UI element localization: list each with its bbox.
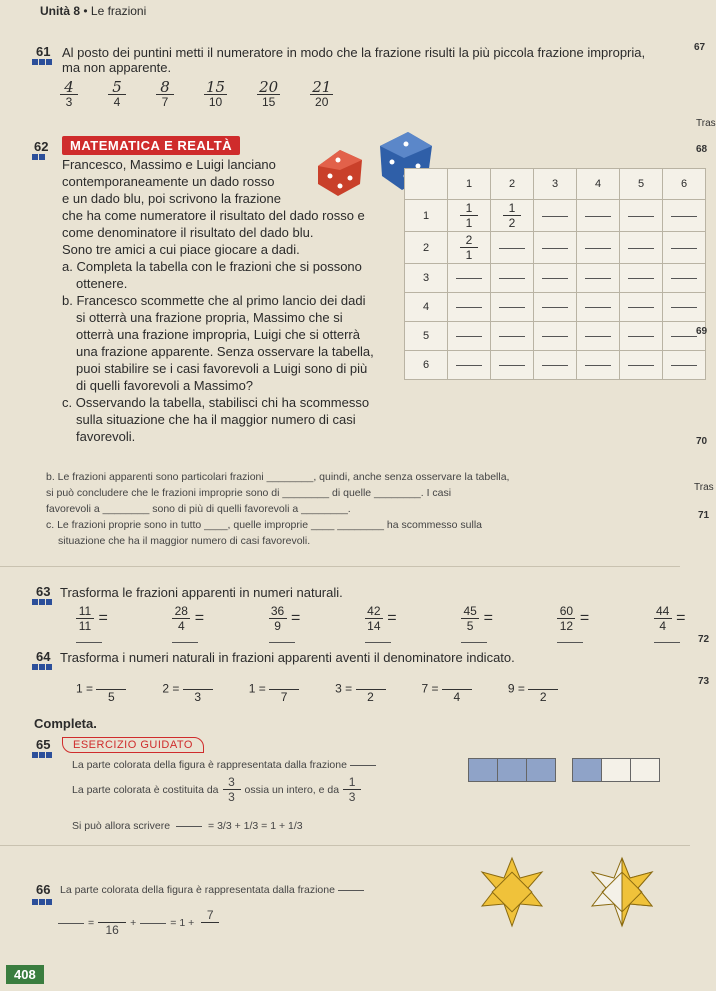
ex63-number: 63 [36, 584, 51, 599]
column-header: 2 [491, 169, 534, 200]
difficulty-marker [32, 153, 46, 160]
table-cell[interactable] [620, 293, 663, 322]
ex64-number: 64 [36, 649, 51, 664]
table-cell[interactable] [491, 322, 534, 351]
difficulty-marker [32, 598, 53, 605]
ex61-fractions [60, 80, 333, 109]
divider [0, 845, 690, 846]
table-cell[interactable] [534, 351, 577, 380]
star-partial [592, 858, 652, 926]
table-cell[interactable] [491, 232, 534, 264]
fraction-item: $\frac{36}{9}$ = [269, 604, 327, 651]
column-header: 5 [620, 169, 663, 200]
page-header: Unità 8 • Le frazioni [40, 4, 147, 18]
row-header: 6 [405, 351, 448, 380]
ex63-text: Trasforma le frazioni apparenti in numeri naturali. [60, 585, 343, 600]
ex62-badge: MATEMATICA E REALTÀ [62, 136, 240, 155]
table-cell[interactable] [577, 293, 620, 322]
ex65-figure-whole [468, 758, 556, 782]
ex62-body: Francesco, Massimo e Luigi lanciano contemporaneamente un dado rosso e un dado blu, poi scrivono la frazione che ha come numeratore il risultato del dado rosso e come denominatore il risultato del dado blu. Sono tre amici a cui piace giocare a dadi. a. Completa la tabella con le frazioni che si possono ottenere. b. Francesco scommette che al primo lancio dei dadi si otterrà una frazione propria, Massimo che si otterrà una frazione impropria, Luigi che si otterrà una frazione apparente. Senza osservare la tabella, puoi stabilire se i casi favorevoli a Luigi sono di più di quelli favorevoli a Massimo? c. Osservando la tabella, stabilisci chi ha scommesso sulla situazione che ha il maggior numero di casi favorevoli. [62, 157, 374, 444]
table-cell[interactable] [577, 232, 620, 264]
natural-item: 1 = 7 [249, 675, 299, 704]
margin-number: 68 [696, 144, 708, 155]
column-header: 1 [448, 169, 491, 200]
difficulty-marker [32, 663, 53, 670]
natural-item: 3 = 2 [335, 675, 385, 704]
unit-label: Unità 8 [40, 4, 81, 18]
fraction: $\frac{8}{7}$ [156, 80, 174, 109]
margin-number: 73 [698, 676, 710, 687]
table-cell[interactable] [491, 293, 534, 322]
row-header: 1 [405, 200, 448, 232]
ex61-number: 61 [36, 44, 51, 59]
ex61-text2: ma non apparente. [62, 60, 172, 75]
table-cell[interactable] [491, 264, 534, 293]
table-row [405, 293, 706, 322]
table-cell[interactable] [663, 200, 706, 232]
fraction: $\frac{15}{10}$ [206, 78, 226, 109]
table-row [405, 264, 706, 293]
difficulty-marker [32, 898, 53, 905]
unit-title: Le frazioni [90, 4, 147, 18]
column-header: 3 [534, 169, 577, 200]
table-cell[interactable] [577, 200, 620, 232]
ex66-stars [472, 852, 668, 932]
ex64-items [76, 675, 558, 704]
table-cell[interactable] [534, 200, 577, 232]
ex65-badge: ESERCIZIO GUIDATO [62, 737, 204, 753]
table-cell[interactable] [534, 322, 577, 351]
fraction-item: $\frac{45}{5}$ = [461, 604, 519, 651]
table-cell[interactable] [577, 322, 620, 351]
table-cell[interactable] [534, 293, 577, 322]
margin-word: Tras [696, 118, 716, 129]
table-row [405, 200, 706, 232]
fraction: $\frac{20}{15}$ [259, 78, 279, 109]
table-row [405, 232, 706, 264]
ex62-number: 62 [34, 139, 49, 154]
table-cell[interactable] [448, 264, 491, 293]
table-cell[interactable] [620, 351, 663, 380]
star-full [482, 858, 542, 926]
ex62-answers: b. Le frazioni apparenti sono particolari frazioni ________, quindi, anche senza osservare la tabella, si può concludere che le frazioni improprie sono di ________ di quelle ________. I casi favorevoli a ________ sono di più di quelli favorevoli a ________. c. Le frazioni proprie sono in tutto ____, quelle improprie ____ ________ ha scommesso sulla situazione che ha il maggior numero di casi favorevoli. [46, 471, 510, 547]
table-cell[interactable] [663, 264, 706, 293]
red-die [318, 150, 362, 196]
column-header: 4 [577, 169, 620, 200]
natural-item: 1 = 5 [76, 675, 126, 704]
table-cell[interactable] [491, 351, 534, 380]
ex65-figure-part [572, 758, 660, 782]
fraction-item: $\frac{60}{12}$ = [557, 604, 615, 651]
table-cell[interactable] [620, 264, 663, 293]
divider [0, 566, 680, 567]
margin-number: 69 [696, 326, 708, 337]
ex65-line3: Si può allora scrivere = 3/3 + 1/3 = 1 + 1/3 [72, 820, 303, 832]
margin-word: Tras [694, 482, 714, 493]
difficulty-marker [32, 751, 53, 758]
table-cell[interactable]: $\frac{1}{2}$ [491, 200, 534, 232]
natural-item: 9 = 2 [508, 675, 558, 704]
fraction-item: $\frac{44}{4}$ = [654, 604, 712, 651]
table-cell[interactable] [534, 232, 577, 264]
section-heading: Completa. [34, 716, 97, 731]
row-header: 4 [405, 293, 448, 322]
table-cell[interactable] [663, 351, 706, 380]
fraction: $\frac{5}{4}$ [108, 80, 126, 109]
table-corner [405, 169, 448, 200]
table-cell[interactable] [620, 322, 663, 351]
natural-item: 7 = 4 [422, 675, 472, 704]
table-cell[interactable] [663, 293, 706, 322]
table-cell[interactable] [663, 232, 706, 264]
fraction-item: $\frac{42}{14}$ = [365, 604, 423, 651]
table-row [405, 351, 706, 380]
ex61-text: Al posto dei puntini metti il numeratore in modo che la frazione risulti la più piccola frazione impropria, [62, 45, 646, 60]
table-cell[interactable]: $\frac{2}{1}$ [448, 232, 491, 264]
ex66-text: La parte colorata della figura è rappresentata dalla frazione [60, 882, 364, 898]
table-cell[interactable] [448, 351, 491, 380]
ex66-number: 66 [36, 882, 51, 897]
ex66-equation: = 16 + = 1 + 7 [58, 908, 222, 937]
fraction: $\frac{4}{3}$ [60, 80, 78, 109]
table-cell[interactable] [620, 200, 663, 232]
fraction-item: $\frac{11}{11}$ = [76, 604, 134, 651]
table-cell[interactable] [577, 351, 620, 380]
fraction: $\frac{21}{20}$ [312, 78, 332, 109]
ex64-text: Trasforma i numeri naturali in frazioni apparenti aventi il denominatore indicato. [60, 650, 515, 665]
ex65-line2: La parte colorata è costituita da $\frac{3}{3}$ ossia un intero, e da $\frac{1}{3}$ [72, 775, 361, 804]
ex65-number: 65 [36, 737, 51, 752]
table-cell[interactable] [577, 264, 620, 293]
margin-number: 70 [696, 436, 708, 447]
table-cell[interactable] [448, 293, 491, 322]
fractions-table [404, 168, 706, 380]
table-cell[interactable] [534, 264, 577, 293]
column-header: 6 [663, 169, 706, 200]
table-row [405, 322, 706, 351]
table-cell[interactable] [620, 232, 663, 264]
table-cell[interactable]: $\frac{1}{1}$ [448, 200, 491, 232]
table-cell[interactable] [448, 322, 491, 351]
margin-number: 71 [698, 510, 710, 521]
ex65-line1: La parte colorata della figura è rappresentata dalla frazione [72, 757, 376, 773]
ex63-fractions [76, 604, 712, 651]
row-header: 3 [405, 264, 448, 293]
row-header: 5 [405, 322, 448, 351]
margin-number: 72 [698, 634, 710, 645]
page-number: 408 [6, 965, 44, 984]
row-header: 2 [405, 232, 448, 264]
difficulty-marker [32, 58, 53, 65]
margin-number: 67 [694, 42, 706, 53]
natural-item: 2 = 3 [162, 675, 212, 704]
fraction-item: $\frac{28}{4}$ = [172, 604, 230, 651]
